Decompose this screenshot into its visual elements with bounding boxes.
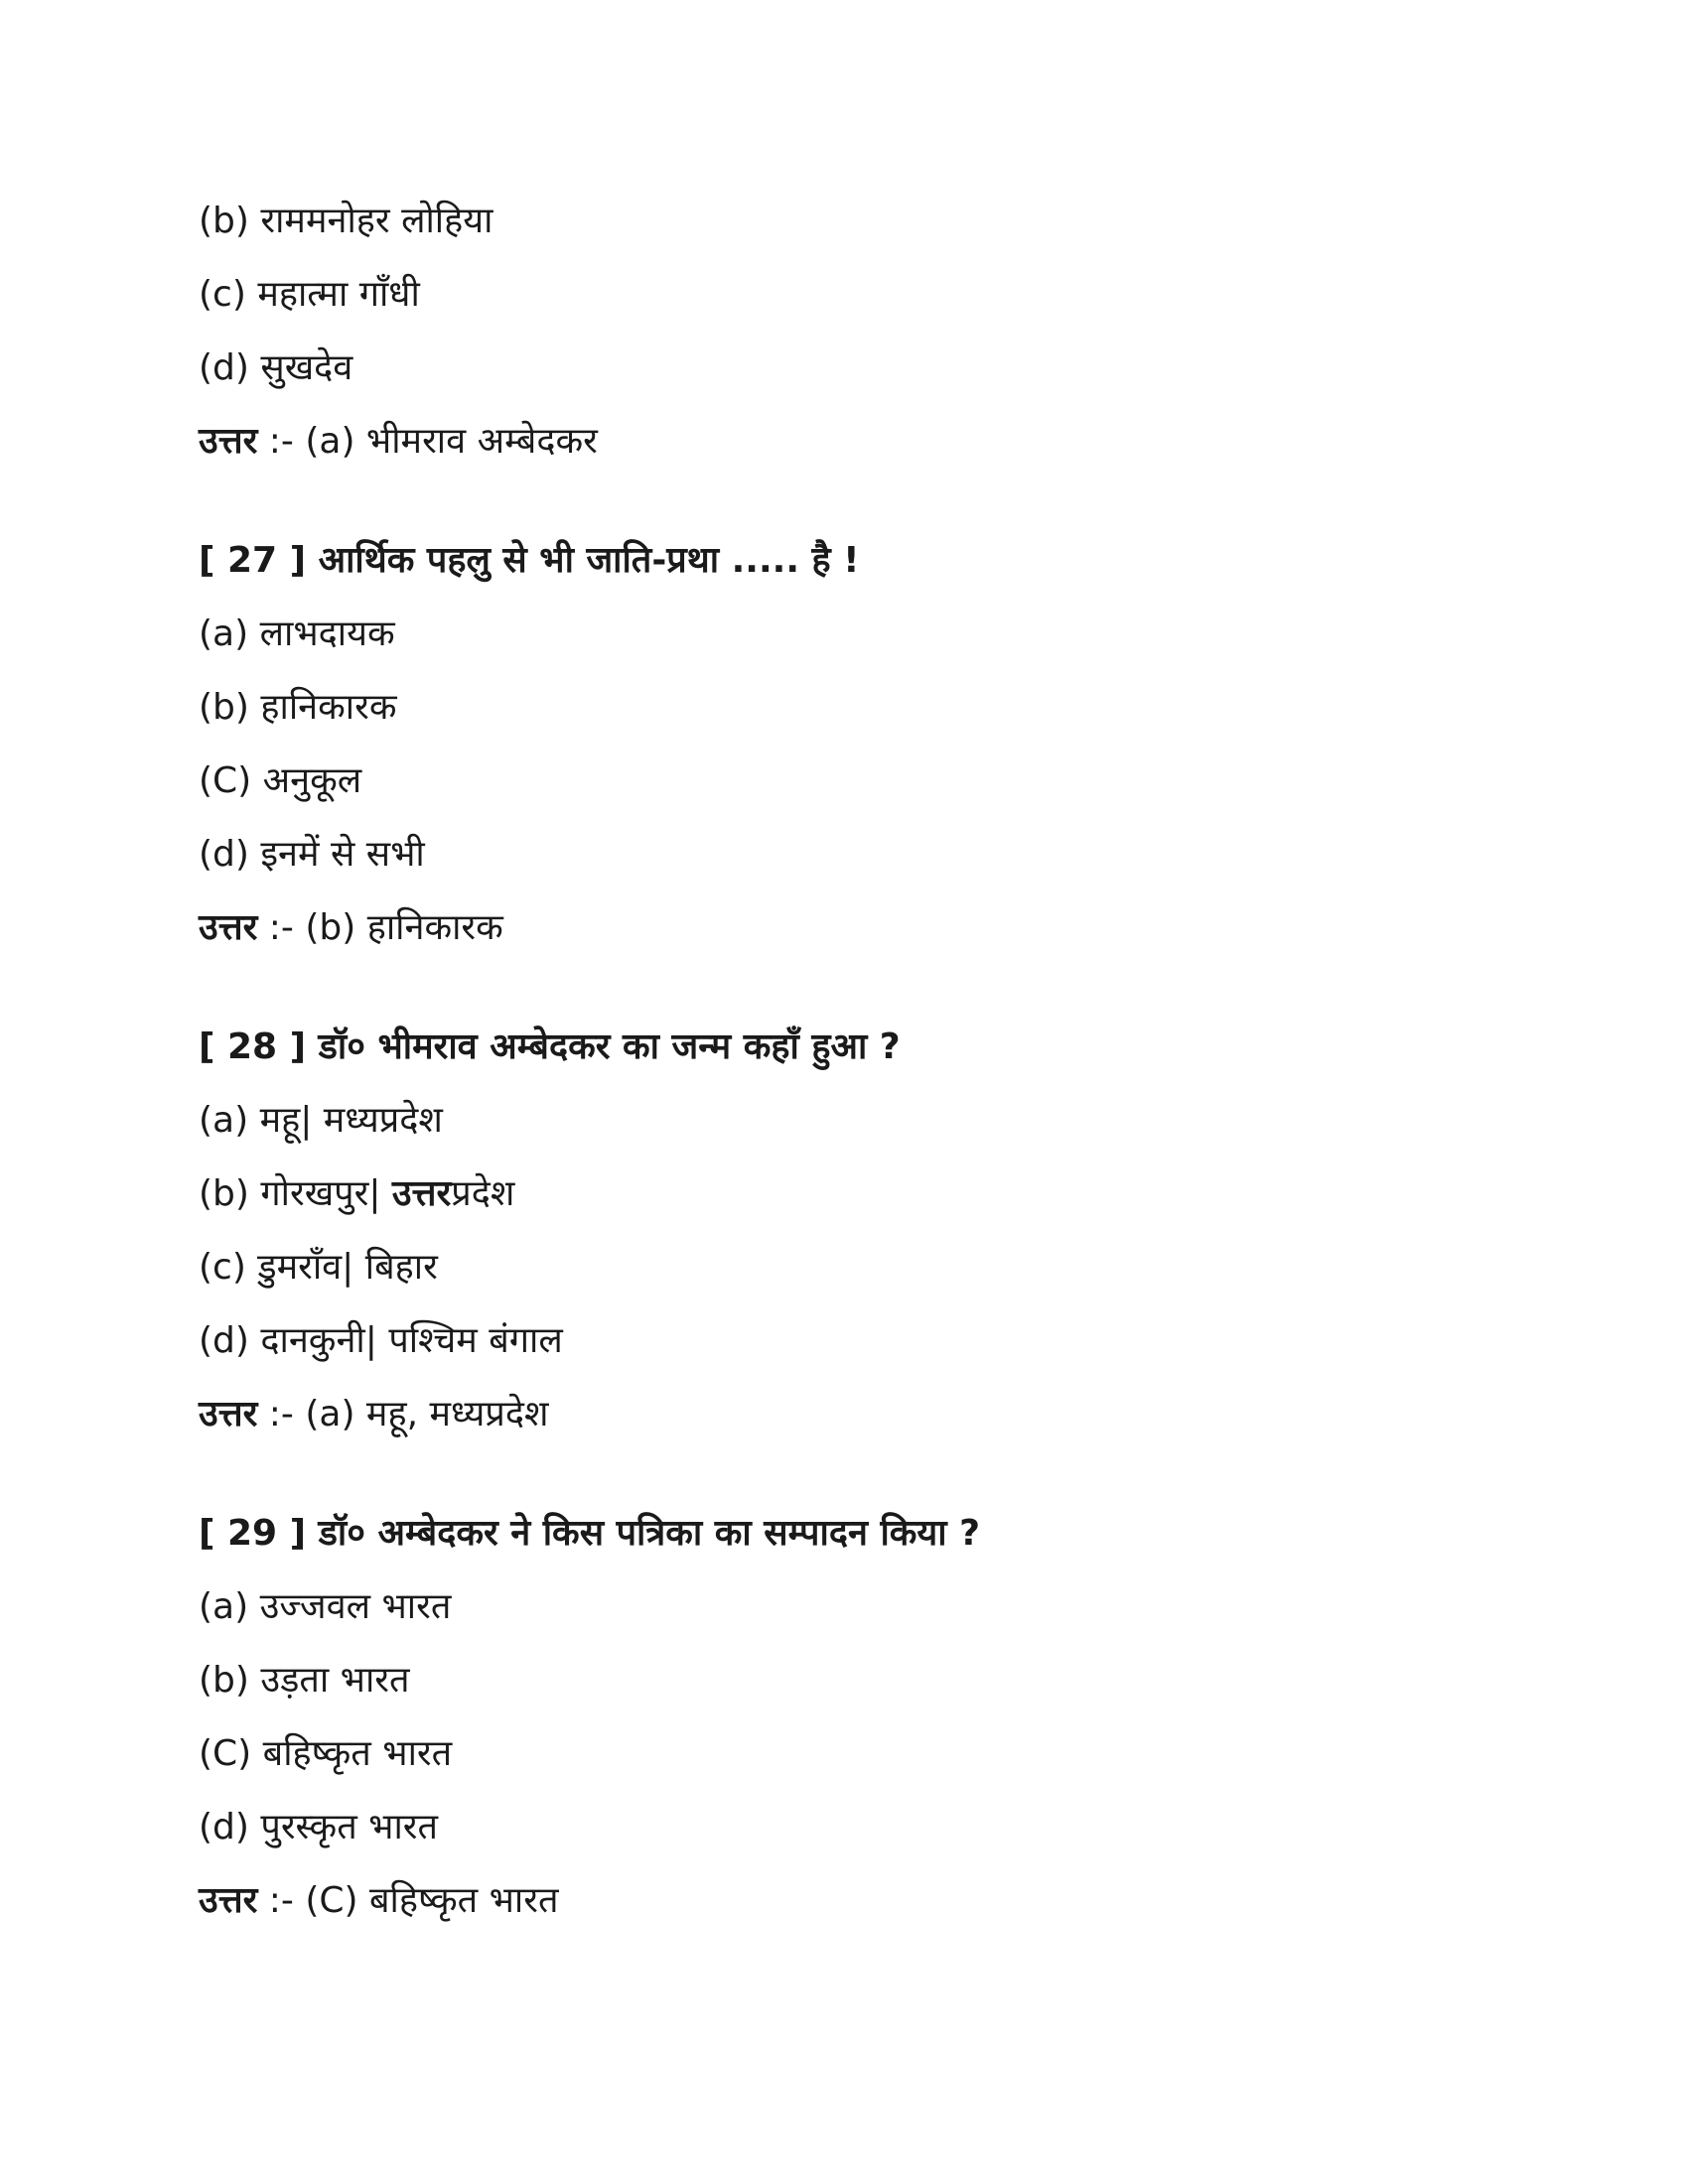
- question-29: [ 29 ] डॉ० अम्बेदकर ने किस पत्रिका का सम्पादन किया ?: [199, 1513, 981, 1554]
- answer-text: :- (a) महू, मध्यप्रदेश: [257, 1394, 549, 1434]
- q29-option-c: (C) बहिष्कृत भारत: [199, 1733, 453, 1774]
- option-b-suffix: प्रदेश: [451, 1173, 515, 1214]
- option-b: (b) राममनोहर लोहिया: [199, 201, 493, 241]
- q27-option-b: (b) हानिकारक: [199, 687, 397, 728]
- q28-answer-line: [199, 1390, 548, 1439]
- answer-label: उत्तर: [199, 907, 258, 948]
- answer-text: :- (b) हानिकारक: [257, 907, 503, 948]
- q27-answer-line: [199, 903, 503, 953]
- q29-option-d: (d) पुरस्कृत भारत: [199, 1807, 439, 1847]
- q27-option-c: (C) अनुकूल: [199, 760, 362, 801]
- q27-option-d: (d) इनमें से सभी: [199, 834, 425, 875]
- answer-line: [199, 417, 598, 467]
- option-b-bold: उत्तर: [391, 1173, 452, 1214]
- q29-option-a: (a) उज्जवल भारत: [199, 1586, 452, 1627]
- answer-label: उत्तर: [199, 421, 258, 462]
- q29-option-b: (b) उड़ता भारत: [199, 1660, 410, 1701]
- answer-text: :- (C) बहिष्कृत भारत: [257, 1880, 559, 1921]
- option-c: (c) महात्मा गाँधी: [199, 274, 420, 315]
- option-d: (d) सुखदेव: [199, 347, 353, 388]
- answer-label: उत्तर: [199, 1394, 258, 1434]
- question-27: [ 27 ] आर्थिक पहलु से भी जाति-प्रथा ..... है !: [199, 540, 860, 581]
- answer-label: उत्तर: [199, 1880, 258, 1921]
- option-b-prefix: (b) गोरखपुर|: [199, 1173, 392, 1214]
- q28-option-b: [199, 1169, 514, 1219]
- q29-answer-line: [199, 1876, 558, 1926]
- q27-option-a: (a) लाभदायक: [199, 614, 395, 654]
- q28-option-d: (d) दानकुनी| पश्चिम बंगाल: [199, 1320, 563, 1361]
- question-28: [ 28 ] डॉ० भीमराव अम्बेदकर का जन्म कहाँ हुआ ?: [199, 1026, 901, 1067]
- answer-text: :- (a) भीमराव अम्बेदकर: [257, 421, 598, 462]
- q28-option-a: (a) महू| मध्यप्रदेश: [199, 1100, 443, 1141]
- q28-option-c: (c) डुमराँव| बिहार: [199, 1247, 438, 1288]
